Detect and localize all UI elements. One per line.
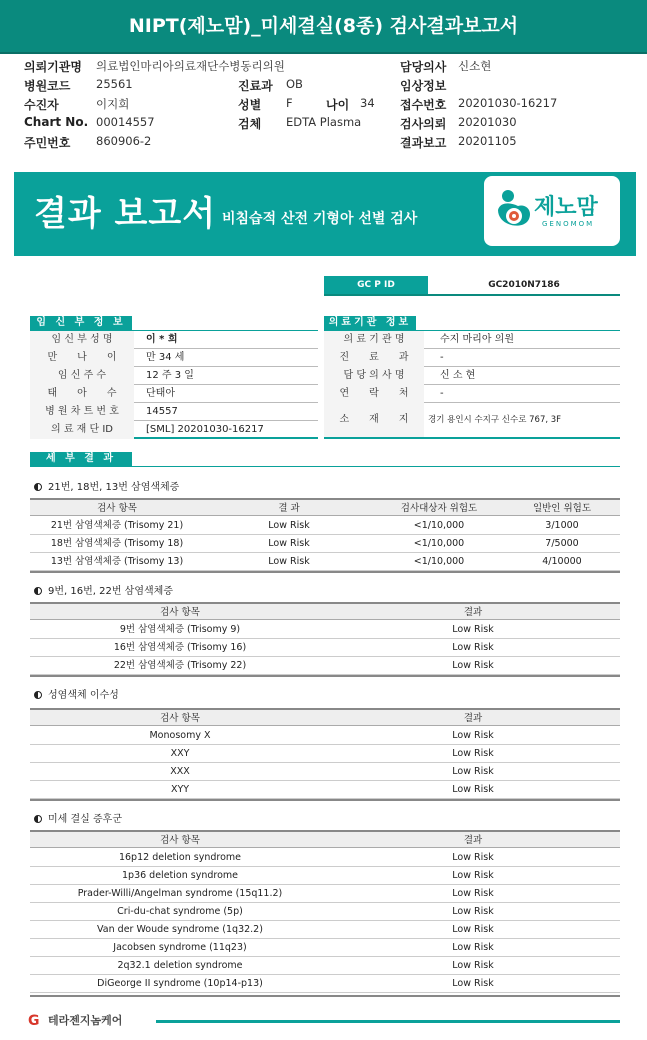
dept-value: OB xyxy=(286,77,303,91)
address-value: 경기 용인시 수지구 신수로 767, 3F xyxy=(428,415,562,425)
table-row: XYY Low Risk xyxy=(30,781,620,799)
info-key: 병 원 차 트 번 호 xyxy=(30,403,134,421)
sex-value: F xyxy=(286,96,293,110)
banner-subtitle: 비침습적 산전 기형아 선별 검사 xyxy=(222,211,418,227)
rrn-value: 860906-2 xyxy=(96,134,152,148)
info-value: - xyxy=(440,388,444,399)
info-key: 연 락 처 xyxy=(324,385,424,403)
info-row xyxy=(324,385,620,403)
table-end-rule xyxy=(30,675,620,677)
table-row: 16번 삼염색체증 (Trisomy 16) Low Risk xyxy=(30,639,620,657)
table-row: Jacobsen syndrome (11q23) Low Risk xyxy=(30,939,620,957)
info-key: 임 신 부 성 명 xyxy=(30,331,134,349)
age-label: 나이 xyxy=(326,98,350,112)
table-row: DiGeorge II syndrome (10p14-p13) Low Risk xyxy=(30,975,620,993)
report-date-label: 결과보고 xyxy=(400,136,447,150)
institution-label: 의뢰기관명 xyxy=(24,60,82,74)
table-header: 검사 항목 결과 xyxy=(30,830,620,848)
sex-label: 성별 xyxy=(238,98,262,112)
table-header: 검사 항목 결과 xyxy=(30,708,620,726)
info-row xyxy=(30,403,318,421)
info-value: - xyxy=(440,352,444,363)
hospital-code-value: 25561 xyxy=(96,77,133,91)
info-value: 만 34 세 xyxy=(146,352,185,363)
table-header: 검사 항목 결과 xyxy=(30,602,620,620)
trisomy-other-table xyxy=(30,602,620,678)
table-row: 9번 삼염색체증 (Trisomy 9) Low Risk xyxy=(30,621,620,639)
company-logo xyxy=(28,1012,122,1032)
table-row: Monosomy X Low Risk xyxy=(30,727,620,745)
group-title-sex-chromosome: 성염색체 이수성 xyxy=(34,686,119,701)
group-title-trisomy-9-16-22: 9번, 16번, 22번 삼염색체증 xyxy=(34,582,173,597)
receipt-label: 접수번호 xyxy=(400,98,447,112)
details-section-rule xyxy=(30,466,620,467)
info-key: 태 아 수 xyxy=(30,385,134,403)
genomom-logo xyxy=(484,176,620,246)
table-end-rule xyxy=(30,799,620,801)
logo-text: 제노맘 xyxy=(534,195,598,220)
result-banner xyxy=(14,172,636,256)
report-title: NIPT(제노맘)_미세결실(8종) 검사결과보고서 xyxy=(0,0,647,52)
title-divider xyxy=(0,52,647,54)
table-row: Prader-Willi/Angelman syndrome (15q11.2) Low Risk xyxy=(30,885,620,903)
table-row: Cri-du-chat syndrome (5p) Low Risk xyxy=(30,903,620,921)
doctor-label: 담당의사 xyxy=(400,60,447,74)
gcp-id-label: GC P ID xyxy=(324,276,428,294)
info-value: 신 소 현 xyxy=(440,370,476,381)
clinical-label: 임상정보 xyxy=(400,79,447,93)
info-row xyxy=(324,331,620,349)
half-circle-icon xyxy=(34,483,42,491)
info-row xyxy=(30,367,318,385)
info-value: 12 주 3 일 xyxy=(146,370,194,381)
hospital-code-label: 병원코드 xyxy=(24,79,71,93)
table-row: 18번 삼염색체증 (Trisomy 18) Low Risk <1/10,000 7/5000 xyxy=(30,535,620,553)
logo-subtext: GENOMOM xyxy=(542,220,595,228)
age-value: 34 xyxy=(360,96,375,110)
table-end-rule xyxy=(30,571,620,573)
trisomy-main-table xyxy=(30,498,620,574)
info-value: 수지 마리아 의원 xyxy=(440,334,514,345)
company-name: 테라젠지놈케어 xyxy=(48,1014,123,1027)
doctor-value: 신소현 xyxy=(458,59,492,73)
info-key: 의 료 기 관 명 xyxy=(324,331,424,349)
sex-chromosome-table xyxy=(30,708,620,802)
dept-label: 진료과 xyxy=(238,79,273,93)
pregnancy-section-label: 임 신 부 정 보 xyxy=(30,316,132,330)
mother-baby-icon xyxy=(494,188,534,234)
table-row: 2q32.1 deletion syndrome Low Risk xyxy=(30,957,620,975)
info-row xyxy=(30,349,318,367)
info-key: 담 당 의 사 명 xyxy=(324,367,424,385)
group-title-trisomy-21-18-13: 21번, 18번, 13번 삼염색체증 xyxy=(34,478,179,493)
table-row: 13번 삼염색체증 (Trisomy 13) Low Risk <1/10,000 4/10000 xyxy=(30,553,620,571)
rrn-label: 주민번호 xyxy=(24,136,71,150)
chart-label: Chart No. xyxy=(24,115,89,129)
info-value: 이 * 희 xyxy=(146,334,178,345)
info-row xyxy=(30,421,318,439)
info-key: 진 료 과 xyxy=(324,349,424,367)
pregnancy-info-table xyxy=(30,331,318,441)
info-row xyxy=(30,385,318,403)
request-value: 20201030 xyxy=(458,115,517,129)
chart-value: 00014557 xyxy=(96,115,155,129)
gcp-id-box xyxy=(324,276,620,296)
report-date-value: 20201105 xyxy=(458,134,517,148)
request-label: 검사의뢰 xyxy=(400,117,447,131)
gcp-id-value: GC2010N7186 xyxy=(488,280,560,290)
receipt-value: 20201030-16217 xyxy=(458,96,558,110)
specimen-value: EDTA Plasma xyxy=(286,115,362,129)
institution-section-label: 의료기관 정보 xyxy=(324,316,416,330)
group-title-microdeletion: 미세 결실 증후군 xyxy=(34,810,122,825)
footer-rule xyxy=(156,1020,620,1023)
table-row: 1p36 deletion syndrome Low Risk xyxy=(30,867,620,885)
table-end-rule xyxy=(30,995,620,997)
microdeletion-table xyxy=(30,830,620,998)
info-value: [SML] 20201030-16217 xyxy=(146,424,264,435)
report-header xyxy=(0,58,647,150)
company-logo-icon: G xyxy=(28,1013,40,1029)
table-row: 16p12 deletion syndrome Low Risk xyxy=(30,849,620,867)
table-row: Van der Woude syndrome (1q32.2) Low Risk xyxy=(30,921,620,939)
address-row xyxy=(324,403,620,439)
info-key: 만 나 이 xyxy=(30,349,134,367)
patient-label: 수진자 xyxy=(24,98,59,112)
half-circle-icon xyxy=(34,691,42,699)
table-row: XXX Low Risk xyxy=(30,763,620,781)
info-row xyxy=(324,367,620,385)
specimen-label: 검체 xyxy=(238,117,262,131)
info-value: 단태아 xyxy=(146,388,175,399)
table-row: 21번 삼염색체증 (Trisomy 21) Low Risk <1/10,000 3/1000 xyxy=(30,517,620,535)
info-key: 임 신 주 수 xyxy=(30,367,134,385)
details-section-label: 세 부 결 과 xyxy=(30,452,132,466)
table-row: XXY Low Risk xyxy=(30,745,620,763)
info-key: 의 료 재 단 ID xyxy=(30,421,134,439)
table-header: 검사 항목 결 과 검사대상자 위험도 일반인 위험도 xyxy=(30,498,620,516)
institution-value: 의료법인마리아의료재단수병동리의원 xyxy=(96,59,285,73)
address-key: 소 재 지 xyxy=(324,403,424,437)
info-row xyxy=(324,349,620,367)
half-circle-icon xyxy=(34,587,42,595)
patient-value: 이지희 xyxy=(96,97,130,111)
institution-info-table xyxy=(324,331,620,441)
table-row: 22번 삼염색체증 (Trisomy 22) Low Risk xyxy=(30,657,620,675)
info-value: 14557 xyxy=(146,406,178,417)
banner-title: 결과 보고서 xyxy=(34,194,217,234)
info-row xyxy=(30,331,318,349)
half-circle-icon xyxy=(34,815,42,823)
